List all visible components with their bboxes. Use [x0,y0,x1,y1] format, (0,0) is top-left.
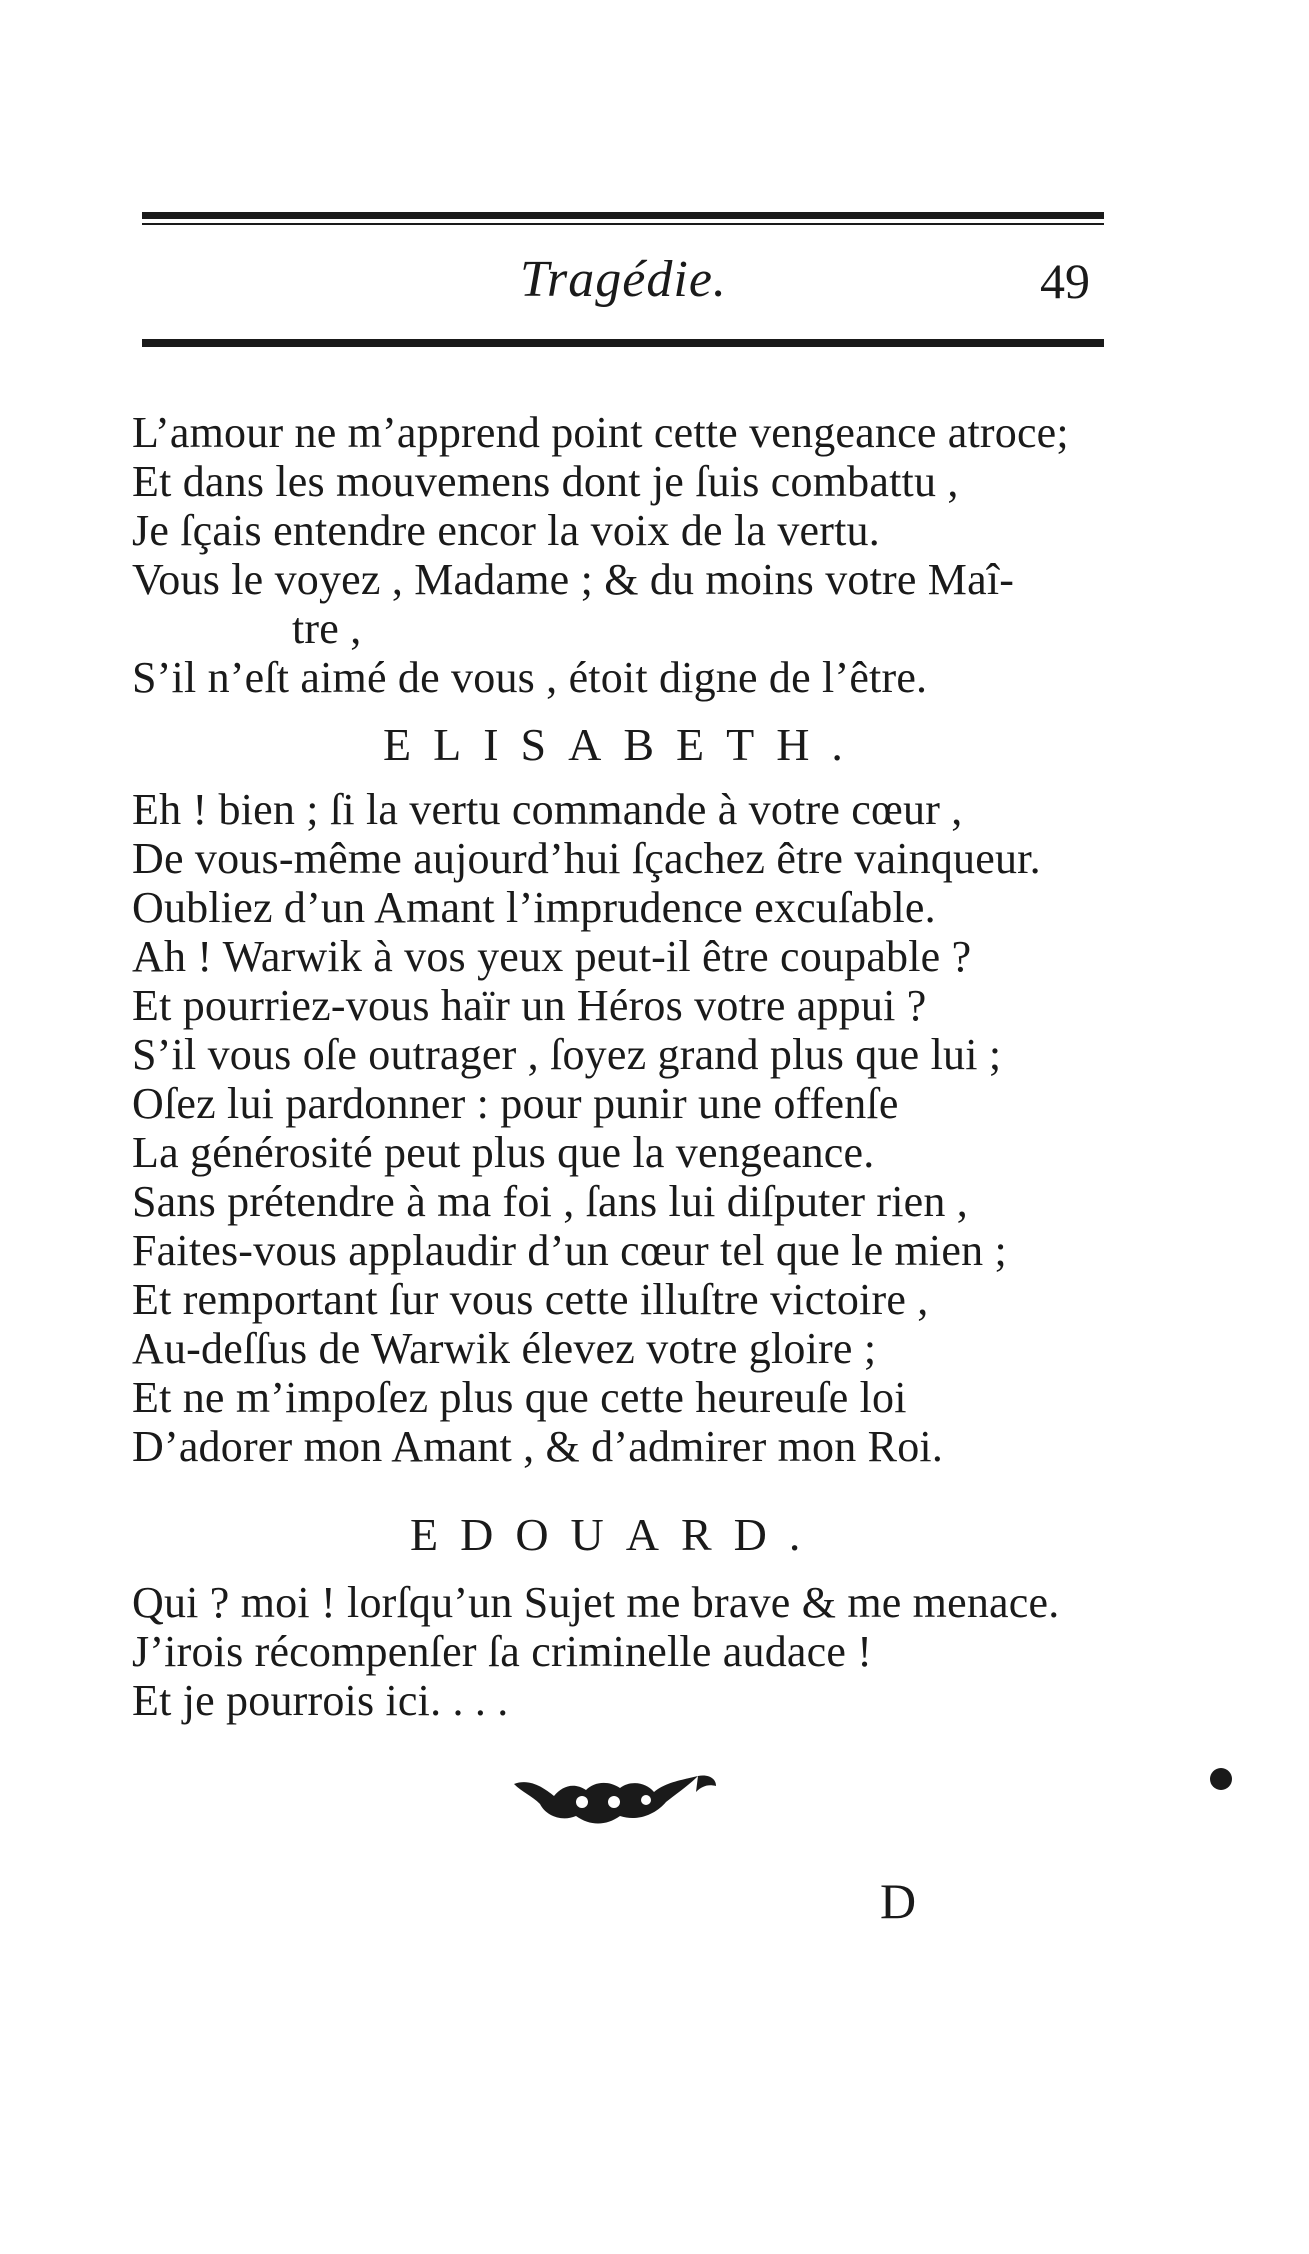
verse-line: S’il n’eſt aimé de vous , étoit digne de l’être. [132,653,928,702]
speaker-name-elisabeth: ELISABETH. [383,719,865,770]
header-rule-top-thin [142,223,1104,225]
header-rule-bottom [142,339,1104,347]
verse-line: Et dans les mouvemens dont je ſuis combattu , [132,457,959,506]
verse-line: Je ſçais entendre encor la voix de la vertu. [132,506,880,555]
header-rule-top [142,212,1104,219]
verse-line: Ah ! Warwik à vos yeux peut-il être coupable ? [132,932,972,981]
verse-line: Vous le voyez , Madame ; & du moins votre Maî- [132,555,1015,604]
verse-line: Oubliez d’un Amant l’imprudence excuſable. [132,883,936,932]
verse-line: Et je pourrois ici. . . . [132,1676,509,1725]
page-number: 49 [1040,253,1090,309]
verse-line: J’irois récompenſer ſa criminelle audace ! [132,1627,873,1676]
speech-block-1 [132,408,1122,702]
verse-line: La générosité peut plus que la vengeance. [132,1128,875,1177]
verse-line: Sans prétendre à ma foi , ſans lui diſputer rien , [132,1177,968,1226]
verse-line-continuation: tre , [292,604,362,653]
verse-line: Et ne m’impoſez plus que cette heureuſe loi [132,1373,907,1422]
verse-line: L’amour ne m’apprend point cette vengeance atroce; [132,408,1069,457]
verse-line: De vous-même aujourd’hui ſçachez être vainqueur. [132,834,1041,883]
signature-mark: D [880,1873,917,1929]
verse-line: Et pourriez-vous haïr un Héros votre appui ? [132,981,927,1030]
stray-ink-dot [1210,1768,1232,1790]
running-title: Tragédie. [520,251,727,308]
speech-block-3 [132,1578,1122,1725]
printers-ornament [510,1772,720,1830]
speech-block-2 [132,785,1122,1471]
verse-line: Qui ? moi ! lorſqu’un Sujet me brave & me menace. [132,1578,1060,1627]
verse-line: Et remportant ſur vous cette illuſtre victoire , [132,1275,929,1324]
verse-line: S’il vous oſe outrager , ſoyez grand plus que lui ; [132,1030,1002,1079]
verse-line: Faites-vous applaudir d’un cœur tel que le mien ; [132,1226,1007,1275]
verse-line: Oſez lui pardonner : pour punir une offenſe [132,1079,899,1128]
verse-line: D’adorer mon Amant , & d’admirer mon Roi. [132,1422,944,1471]
speaker-name-edouard: EDOUARD. [410,1509,823,1560]
verse-line: Eh ! bien ; ſi la vertu commande à votre cœur , [132,785,963,834]
verse-line: Au-deſſus de Warwik élevez votre gloire ; [132,1324,877,1373]
